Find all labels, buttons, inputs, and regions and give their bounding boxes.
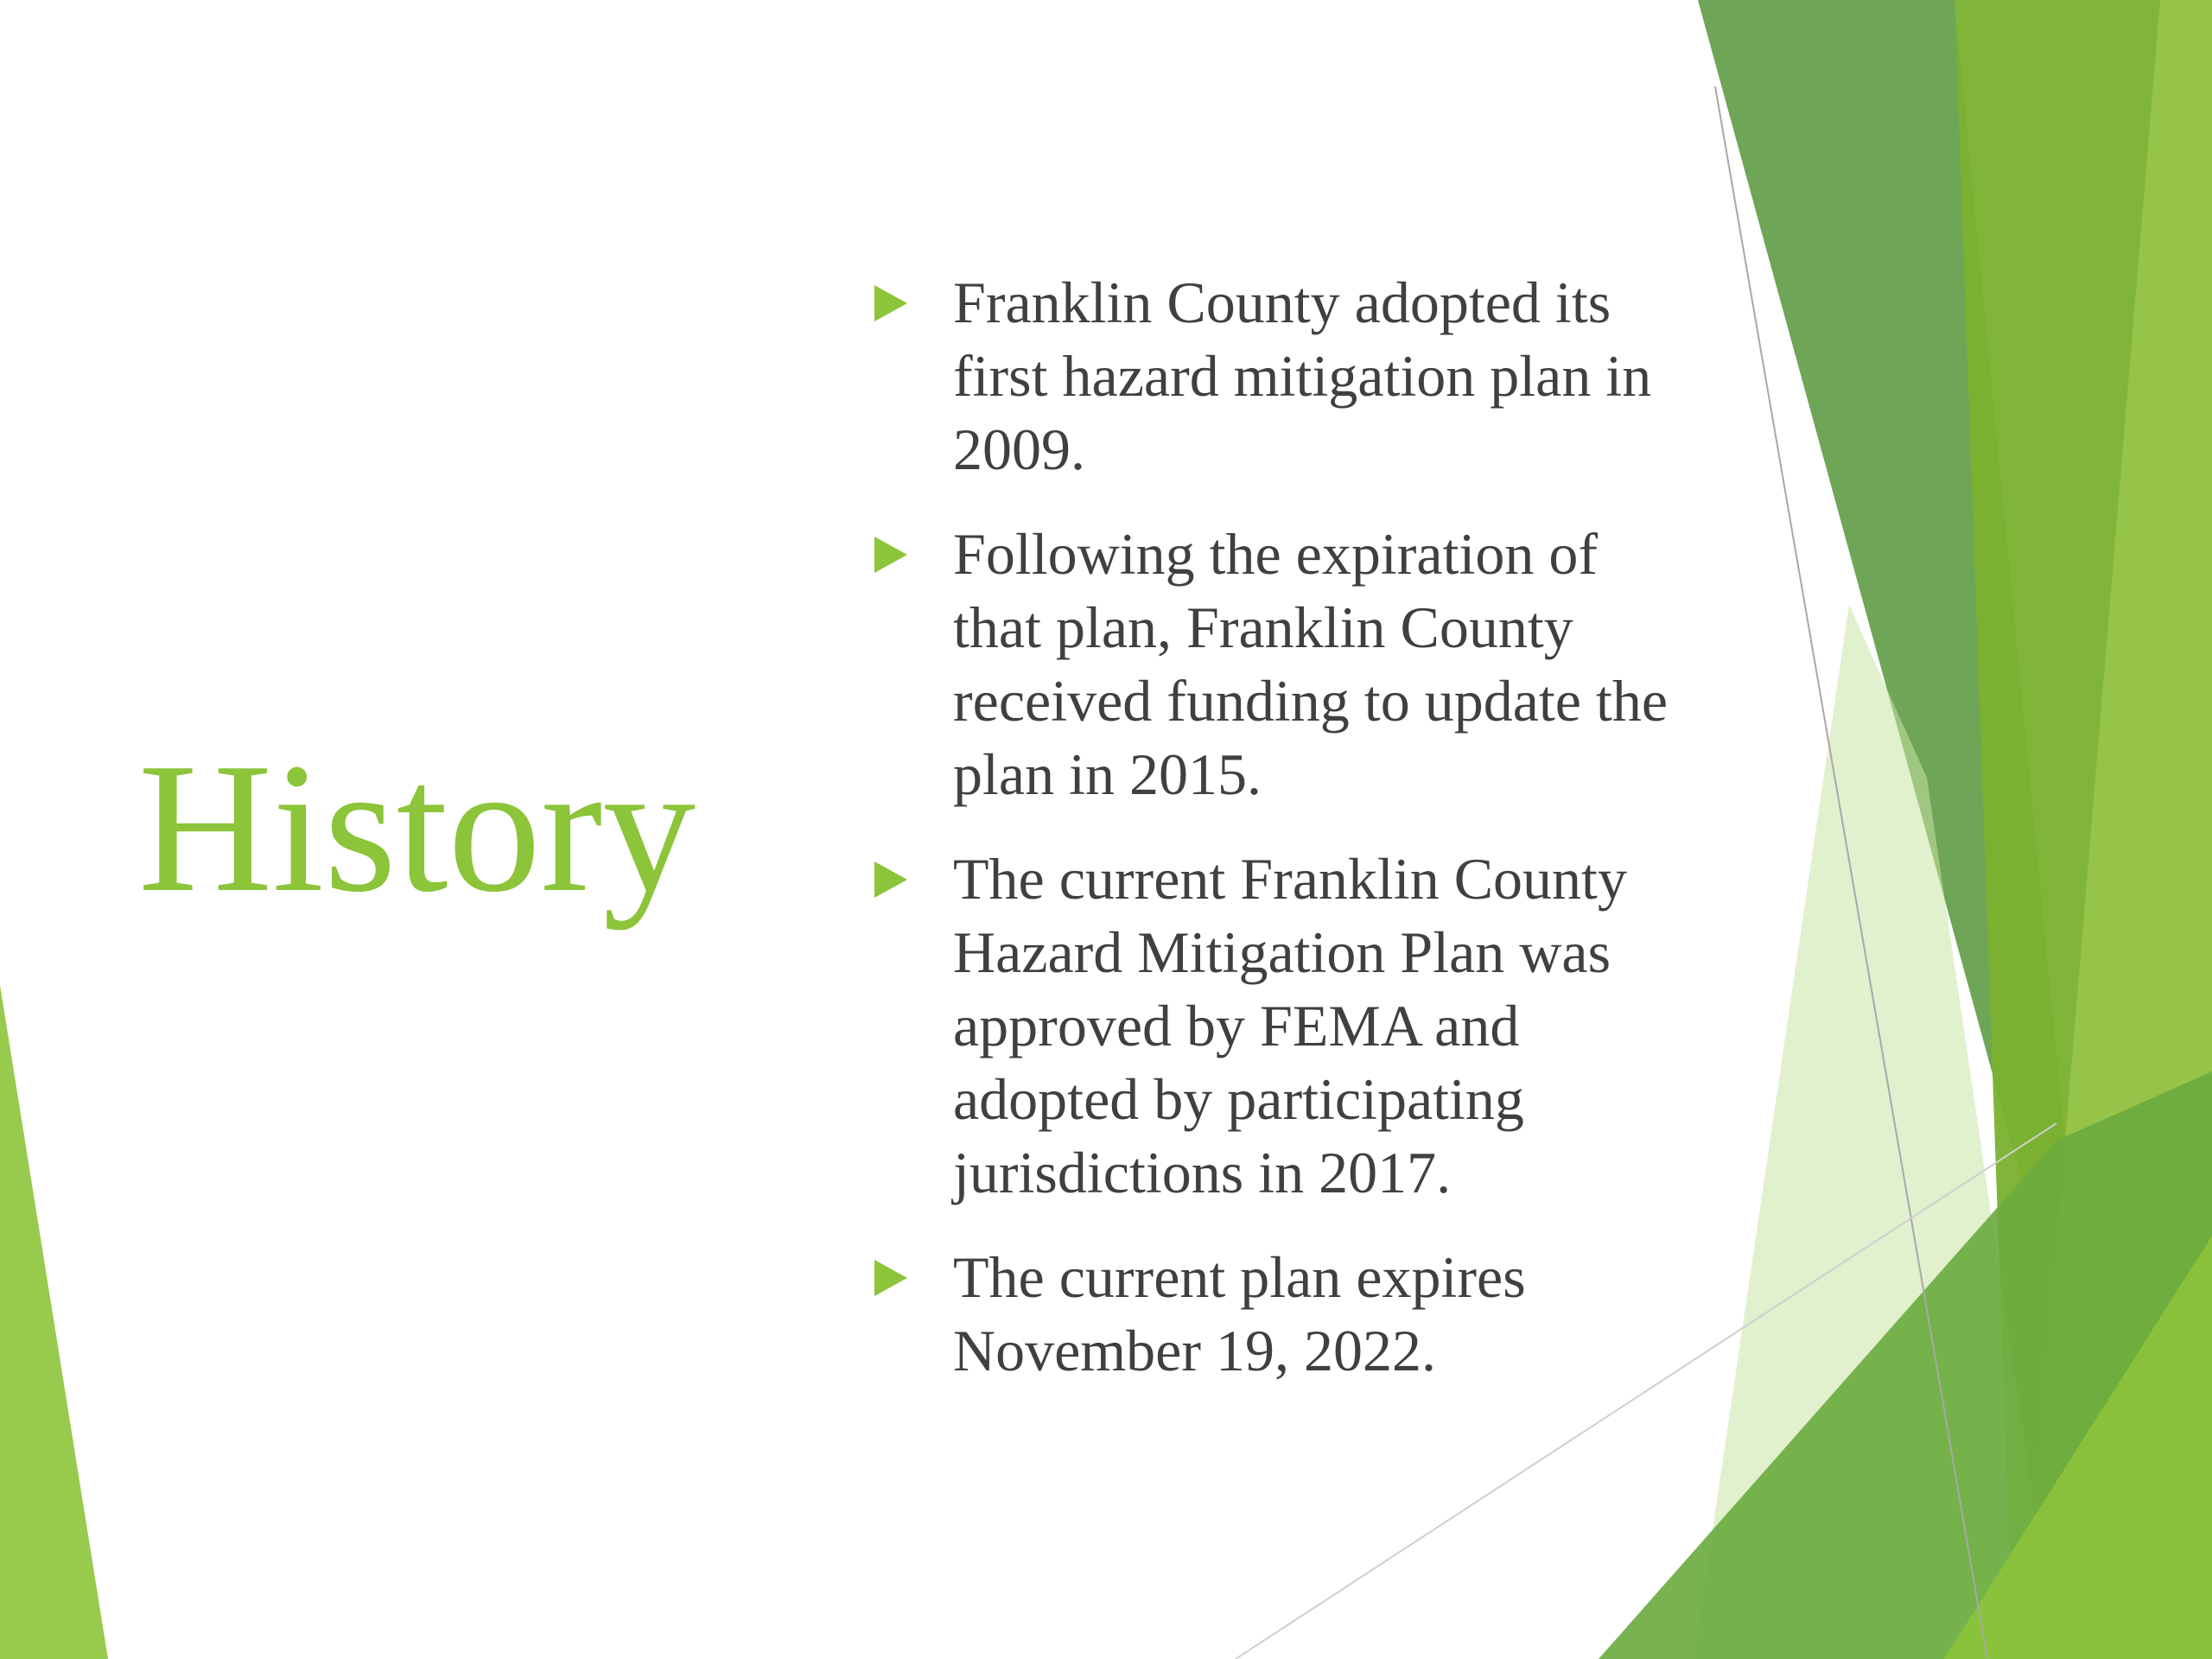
bullet-item (864, 518, 1676, 811)
triangle-bullet-icon (874, 861, 907, 898)
bullet-item (864, 266, 1676, 486)
bullet-item (864, 1241, 1676, 1388)
bullet-item (864, 842, 1676, 1210)
slide-title: History (138, 724, 696, 931)
triangle-bullet-icon (874, 1260, 907, 1296)
triangle-bullet-icon (874, 537, 907, 573)
triangle-bullet-icon (874, 285, 907, 321)
bullet-list (864, 266, 1676, 1419)
bullet-text: Franklin County adopted its first hazard mitigation plan in 2009. (953, 270, 1652, 482)
bullet-text: Following the expiration of that plan, Franklin County received funding to update the plan in 2015. (953, 521, 1669, 807)
bullet-text: The current plan expires November 19, 2022. (953, 1244, 1526, 1383)
bullet-text: The current Franklin County Hazard Mitigation Plan was approved by FEMA and adopted by participating jurisdictions in 2017. (953, 846, 1627, 1205)
left-green-sliver (0, 985, 108, 1659)
